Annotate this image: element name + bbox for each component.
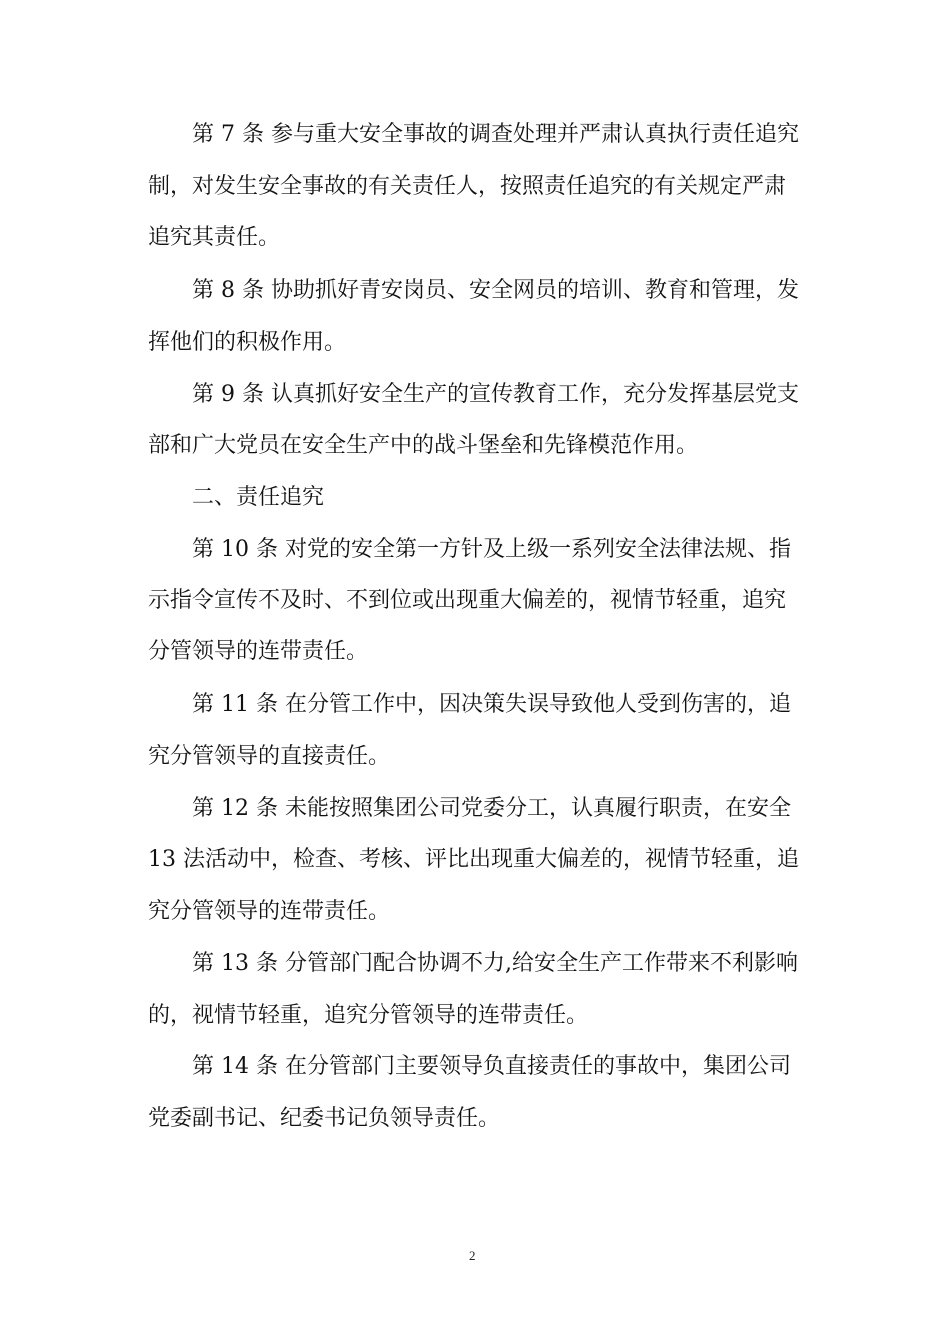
page-number: 2 xyxy=(469,1248,476,1263)
text-line: 党委副书记、纪委书记负领导责任。 xyxy=(148,1106,501,1131)
text-line: 究分管领导的连带责任。 xyxy=(148,899,391,924)
text-line: 究分管领导的直接责任。 xyxy=(148,744,391,769)
text-line: 第 9 条 认真抓好安全生产的宣传教育工作，充分发挥基层党支 xyxy=(192,382,799,407)
text-line: 第 14 条 在分管部门主要领导负直接责任的事故中，集团公司 xyxy=(192,1054,791,1079)
text-line: 部和广大党员在安全生产中的战斗堡垒和先锋模范作用。 xyxy=(148,433,699,458)
text-line: 制，对发生安全事故的有关责任人，按照责任追究的有关规定严肃 xyxy=(148,174,787,199)
text-line: 第 12 条 未能按照集团公司党委分工，认真履行职责，在安全 xyxy=(192,796,791,821)
text-line: 挥他们的积极作用。 xyxy=(148,330,347,355)
text-line: 第 7 条 参与重大安全事故的调查处理并严肃认真执行责任追究 xyxy=(192,122,799,147)
text-line: 追究其责任。 xyxy=(148,225,281,250)
text-line: 二、责任追究 xyxy=(192,485,325,510)
text-line: 第 10 条 对党的安全第一方针及上级一系列安全法律法规、指 xyxy=(192,537,791,562)
text-line: 示指令宣传不及时、不到位或出现重大偏差的，视情节轻重，追究 xyxy=(148,588,787,613)
text-line: 的，视情节轻重，追究分管领导的连带责任。 xyxy=(148,1003,589,1028)
text-line: 第 11 条 在分管工作中，因决策失误导致他人受到伤害的，追 xyxy=(192,692,791,717)
text-line: 分管领导的连带责任。 xyxy=(148,639,369,664)
text-line: 第 8 条 协助抓好青安岗员、安全网员的培训、教育和管理，发 xyxy=(192,278,799,303)
text-line: 13 法活动中，检查、考核、评比出现重大偏差的，视情节轻重，追 xyxy=(148,847,799,872)
text-line: 第 13 条 分管部门配合协调不力,给安全生产工作带来不利影响 xyxy=(192,951,798,976)
